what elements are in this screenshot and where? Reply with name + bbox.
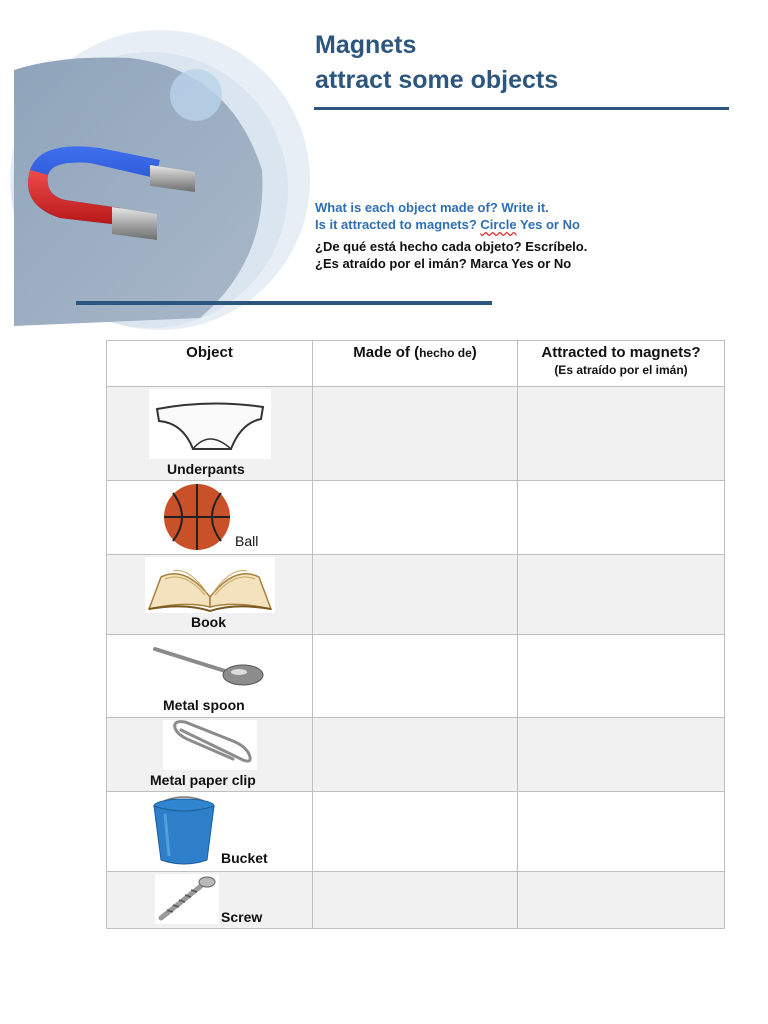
table-row: [107, 635, 725, 718]
table-row: [107, 792, 725, 872]
bucket-icon: [151, 794, 217, 866]
instruction-en-2: Is it attracted to magnets? Circle Yes or No: [315, 217, 580, 232]
made-of-cell[interactable]: [313, 792, 518, 872]
attracted-cell[interactable]: [518, 792, 725, 872]
object-cell-underpants: [107, 387, 313, 481]
attracted-cell[interactable]: [518, 481, 725, 555]
table-row: [107, 387, 725, 481]
worksheet-table: [106, 340, 725, 929]
open-book-icon: [145, 557, 275, 613]
instruction-en-1: What is each object made of? Write it.: [315, 200, 549, 215]
made-of-cell[interactable]: [313, 555, 518, 635]
object-label: Screw: [221, 909, 263, 925]
column-header-made-of: Made of (hecho de): [313, 341, 518, 387]
underpants-icon: [149, 389, 271, 459]
made-of-cell[interactable]: [313, 872, 518, 929]
page-title-line-1: Magnets: [315, 31, 417, 59]
attracted-cell[interactable]: [518, 387, 725, 481]
object-cell-ball: [107, 481, 313, 555]
table-row: [107, 555, 725, 635]
object-label: Underpants: [167, 461, 245, 477]
table-row: [107, 872, 725, 929]
object-label: Ball: [235, 533, 259, 549]
object-cell-paper-clip: [107, 718, 313, 792]
object-label: Metal paper clip: [150, 772, 256, 788]
column-header-object: Object: [107, 341, 313, 387]
made-of-cell[interactable]: [313, 481, 518, 555]
object-cell-bucket: [107, 792, 313, 872]
paper-clip-icon: [163, 720, 257, 770]
object-cell-metal-spoon: [107, 635, 313, 718]
basketball-icon: [161, 483, 233, 551]
column-header-attracted: Attracted to magnets? (Es atraído por el imán): [518, 341, 725, 387]
object-cell-screw: [107, 872, 313, 929]
made-of-cell[interactable]: [313, 387, 518, 481]
title-rule: [314, 107, 729, 110]
made-of-cell[interactable]: [313, 635, 518, 718]
instruction-es-1: ¿De qué está hecho cada objeto? Escríbelo.: [315, 239, 588, 254]
object-label: Bucket: [221, 850, 268, 866]
attracted-cell[interactable]: [518, 635, 725, 718]
header-bottom-rule: [76, 301, 492, 305]
instruction-es-2: ¿Es atraído por el imán? Marca Yes or No: [315, 256, 572, 271]
attracted-cell[interactable]: [518, 718, 725, 792]
table-row: [107, 718, 725, 792]
screw-icon: [155, 874, 219, 924]
object-label: Metal spoon: [163, 697, 245, 713]
page-title-line-2: attract some objects: [315, 66, 559, 94]
spoon-icon: [153, 639, 265, 691]
attracted-cell[interactable]: [518, 555, 725, 635]
object-cell-book: [107, 555, 313, 635]
table-row: [107, 481, 725, 555]
attracted-cell[interactable]: [518, 872, 725, 929]
made-of-cell[interactable]: [313, 718, 518, 792]
object-label: Book: [191, 614, 226, 630]
